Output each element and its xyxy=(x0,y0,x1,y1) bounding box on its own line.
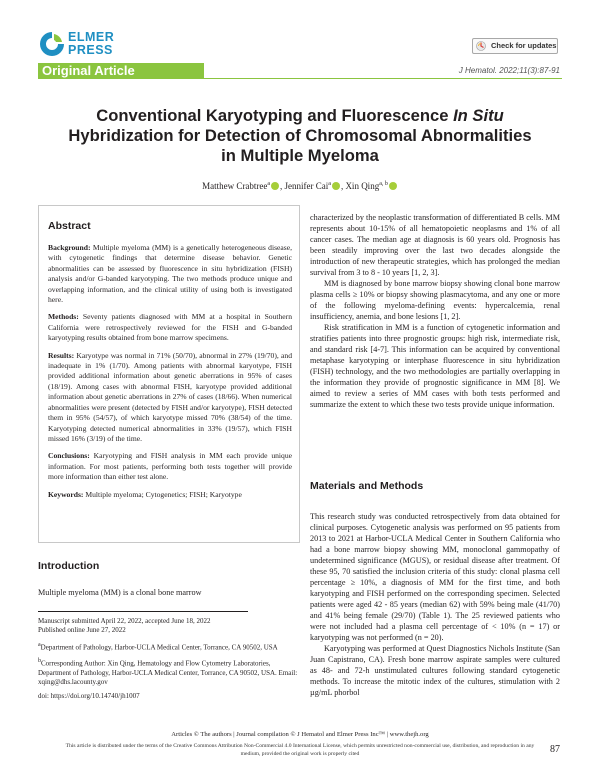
text: Multiple myeloma; Cytogenetics; FISH; Karyotype xyxy=(83,489,242,499)
author-name: Matthew Crabtree xyxy=(202,181,268,191)
label: Background: xyxy=(48,243,91,252)
footnotes xyxy=(38,617,300,707)
abstract-methods xyxy=(48,312,292,343)
article-title xyxy=(60,106,540,166)
abstract-box xyxy=(38,205,300,543)
affiliation-a: aDepartment of Pathology, Harbor-UCLA Medical Center, Torrance, CA 90502, USA xyxy=(38,641,278,651)
abstract-keywords xyxy=(48,490,292,500)
abstract-background xyxy=(48,243,292,305)
doi-link[interactable]: doi: https://doi.org/10.14740/jh1007 xyxy=(38,692,140,701)
publisher-line2: PRESS xyxy=(68,43,113,57)
check-for-updates-label: Check for updates xyxy=(491,41,557,50)
right-column-intro xyxy=(310,212,560,410)
materials-methods-heading: Materials and Methods xyxy=(310,480,424,492)
title-rest: Hybridization for Detection of Chromosomal Abnormalities in Multiple Myeloma xyxy=(68,126,532,165)
publisher-name xyxy=(68,31,114,57)
right-column-methods xyxy=(310,511,560,698)
orcid-icon[interactable] xyxy=(389,182,397,190)
author-affil: a, b xyxy=(379,181,388,187)
orcid-icon[interactable] xyxy=(332,182,340,190)
label: Keywords: xyxy=(48,489,84,499)
paragraph: MM is diagnosed by bone marrow biopsy showing clonal bone marrow plasma cells ≥ 10% or biopsy showing plasmacytoma, and any one or more of the following myeloma-defining events: hypercalcemia, renal insufficiency, anemia, and bone lesions [1, 2]. xyxy=(310,279,560,321)
text: Multiple myeloma (MM) is a genetically heterogeneous disease, with cytogenetic findings that determine disease behavior. Genetic abnormalities can be assessed by fluorescence in situ hybridization (FISH) analysis and/or G-banded karyotyping. The two methods produce unique and overlapping information, and the clinical utility of using both is investigated here. xyxy=(48,243,292,305)
label: Methods: xyxy=(48,312,79,322)
text: Karyotyping and FISH analysis in MM each provide unique information. For most patients, performing both tests together will provide more information than either test alone. xyxy=(48,451,292,482)
orcid-icon[interactable] xyxy=(271,182,279,190)
author-list: Matthew Crabtree$^a$ , Jennifer Cai$^a$ , Xin Qing$^{a, b}$ xyxy=(60,181,540,191)
refresh-icon xyxy=(476,41,486,51)
introduction-heading: Introduction xyxy=(38,560,100,572)
elmer-press-logo xyxy=(38,28,128,62)
title-italic: In Situ xyxy=(453,106,504,125)
title-main: Conventional Karyotyping and Fluorescence xyxy=(96,106,454,125)
paragraph: characterized by the neoplastic transformation of differentiated B cells. MM represents about 10-15% of all hematopoietic neoplasms and 1% of all cancer cases. The median age at diagnosis is 60 years old. Prognosis has been steadily improving over the last two decades alongside the introduction of new therapeutic strategies, which has prolonged the median survival from 3 to 8 - 10 years [1, 2, 3]. xyxy=(310,213,560,277)
published-date: Published online June 27, 2022 xyxy=(38,626,126,635)
affiliation-text: Department of Pathology, Harbor-UCLA Medical Center, Torrance, CA 90502, USA xyxy=(40,642,278,651)
article-type: Original Article xyxy=(42,63,135,78)
check-for-updates-button[interactable] xyxy=(472,38,558,54)
submitted-date: Manuscript submitted April 22, 2022, accepted June 18, 2022 xyxy=(38,617,211,625)
journal-citation: J Hematol. 2022;11(3):87-91 xyxy=(458,66,560,75)
publisher-line1: ELMER xyxy=(68,30,115,44)
header-rule xyxy=(204,78,562,79)
author-affil: a xyxy=(328,181,331,187)
introduction-text: Multiple myeloma (MM) is a clonal bone marrow xyxy=(38,588,202,597)
label: Results: xyxy=(48,350,75,360)
affiliation-b: bCorresponding Author: Xin Qing, Hematology and Flow Cytometry Laboratories, Department of Pathology, Harbor-UCLA Medical Center, Torrance, CA 90502, USA. Email: xqing@dhs.lacounty.gov xyxy=(38,658,298,687)
text: Seventy patients diagnosed with MM at a hospital in Southern California were retrospectively reviewed for the FISH and G-banded karyotyping results obtained from bone marrow specimens. xyxy=(48,312,292,343)
paragraph: Karyotyping was performed at Quest Diagnostics Nichols Institute (San Juan Capistrano, CA). Fresh bone marrow aspirate samples were cultured as 48- and 72-h unstimulated cultures following standard cytogenetic methods. To increase the mitotic index of the cultures, stimulation with 2 µg/mL phorbol xyxy=(310,644,560,697)
abstract-body xyxy=(48,243,292,507)
author-name: Xin Qing xyxy=(345,181,380,191)
abstract-conclusions xyxy=(48,451,292,482)
abstract-heading: Abstract xyxy=(48,220,91,232)
paragraph: This research study was conducted retrospectively from data obtained for clinical purposes. Cytogenetic analysis was performed on 95 patients from 2013 to 2021 at Harbor-UCLA Medical Center in Southern California who had a bone marrow biopsy showing MM, monoclonal gammopathy of undetermined significance (MGUS), or residual disease after treatment. Of these 95, 70 satisfied the inclusion criteria of this study: clonal plasma cell percentage ≥ 10%, a diagnosis of MM for the first time, and both karyotyping and FISH performed on the corresponding specimen. Selected patients were aged 42 - 85 years (median 62) with 59% being male (41/70) and 41% being female (29/70) (Table 1). The 25 reviewed patients who were not included had a plasma cell percentage of < 10% (n = 17) or karyotyping was not performed (n = 20). xyxy=(310,512,560,642)
abstract-results xyxy=(48,351,292,445)
footer-copyright: Articles © The authors | Journal compilation © J Hematol and Elmer Press Inc™ | www.thejh.org xyxy=(171,731,429,738)
author-affil: a xyxy=(267,181,271,187)
author-name: Jennifer Cai xyxy=(284,181,329,191)
text: Karyotype was normal in 71% (50/70), abnormal in 27% (19/70), and inadequate in 1% (1/70). Among patients with abnormal karyotype, FISH provided additional information about genetic aberrations in 95% of cases (18/19). Among cases with abnormal FISH, karyotype provided additional information about genetic aberrations in 27% of cases (18/66). When numerical abnormalities were present (detected by FISH and/or karyotype), FISH detected them in 95% (54/57), of which karyotype missed 70% (38/54) of the time. Karyotyping detected numerical abnormalities in 33% (19/57), which FISH missed 16% (3/19) of the time. xyxy=(48,350,292,443)
page-number: 87 xyxy=(550,744,560,755)
article-type-band xyxy=(38,63,204,79)
footer-license: This article is distributed under the terms of the Creative Commons Attribution Non-Commercial 4.0 International License, which permits unrestricted non-commercial use, distribution, and reproduction in any medium, provided the original work is properly cited xyxy=(65,743,535,757)
paragraph: Risk stratification in MM is a function of cytogenetic information and stratifies patients into three prognostic groups: high risk, intermediate risk, and standard risk [4-7]. This information can be acquired by conventional metaphase karyotyping or interphase fluorescence in situ hybridization (FISH) technology, and the two methodologies are partially overlapping in the information they provide of prognostic significance in MM [8]. We aimed to review a series of MM cases with both tests performed and summarize the extent to which these two tests provide unique information. xyxy=(310,323,560,409)
dates xyxy=(38,617,300,636)
elmer-press-logo-icon xyxy=(38,30,66,58)
corresponding-author: Corresponding Author: Xin Qing, Hematology and Flow Cytometry Laboratories, Department of Pathology, Harbor-UCLA Medical Center, Torrance, CA 90502, USA. Email: xqing@dhs.lacounty.gov xyxy=(38,659,298,687)
footnote-rule xyxy=(38,611,248,612)
label: Conclusions: xyxy=(48,451,90,461)
